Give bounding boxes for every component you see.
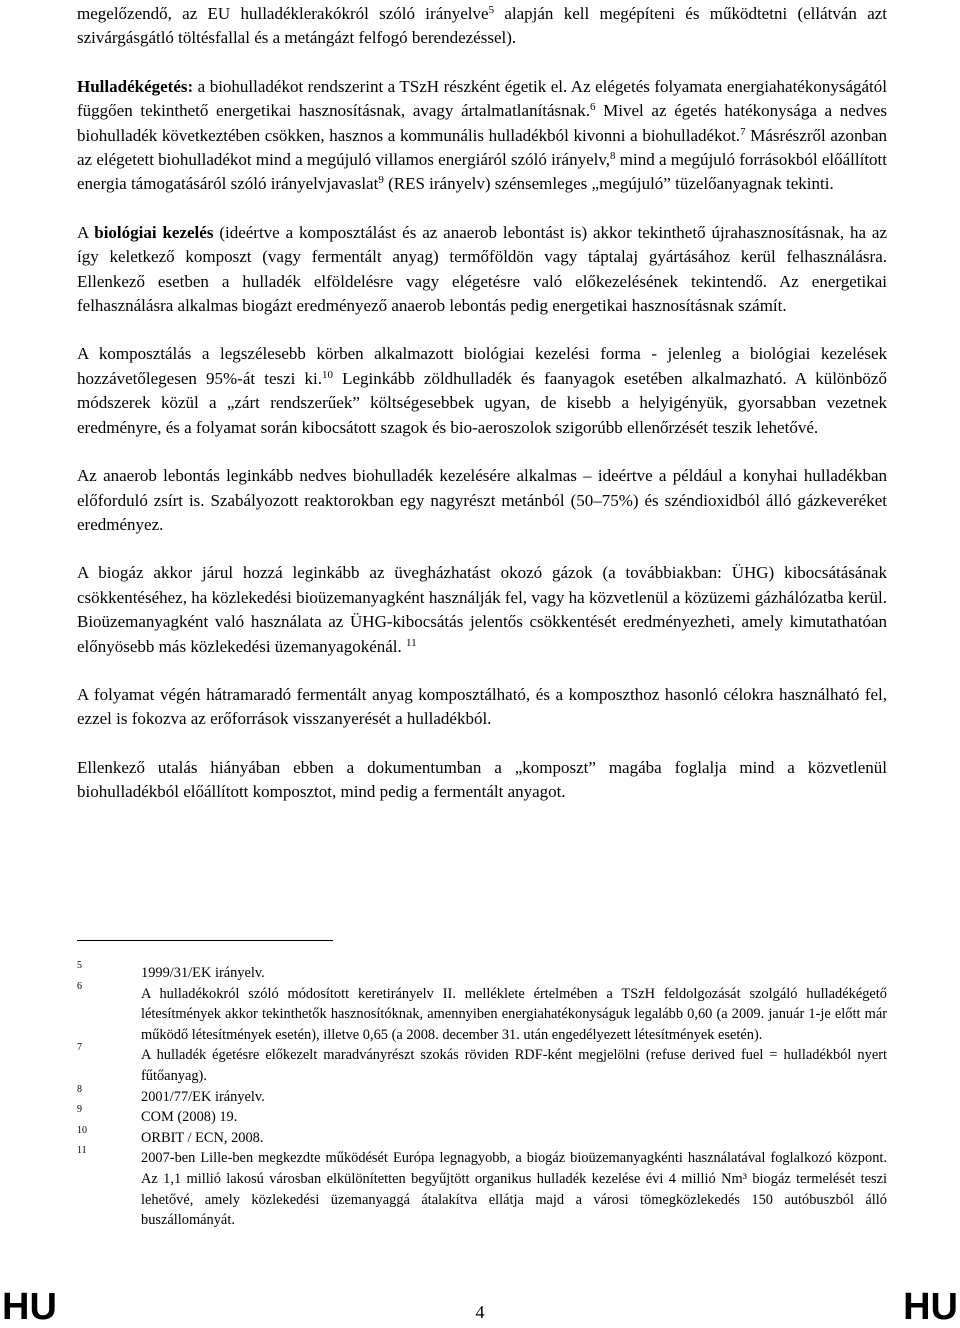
text-span: A biogáz akkor járul hozzá leginkább az üvegházhatást okozó gázok (a továbbiakban: ÜHG) kibocsátásának csökkentéséhez, ha közlekedési bioüzemanyagként használják fel, vagy ha közvetlenül a közüzemi gázhálózatba kerül. Bioüzemanyagként való használata az ÜHG-kibocsátás jelentős csökkentését eredményezheti, amely kimutathatóan előnyösebb más közlekedési üzemanyagokénál. bbox=[77, 563, 887, 656]
footnote-ref[interactable]: 6 bbox=[589, 101, 596, 114]
paragraph-fermented-material bbox=[77, 683, 887, 732]
footnote-number: 7 bbox=[77, 1042, 82, 1054]
footnote-ref[interactable]: 9 bbox=[378, 174, 384, 187]
text-span: A folyamat végén hátramaradó fermentált anyag komposztálható, és a komposzthoz hasonló célokra használható fel, ezzel is fokozva az erőforrások visszanyerését a hulladékból. bbox=[77, 684, 887, 729]
footnote-number: 8 bbox=[77, 1083, 82, 1095]
text-span: (ideértve a komposztálást és az anaerob lebontást is) akkor tekinthető újrahasznosításnak, ha az így keletkező komposzt (vagy fermentált anyag) termőföldön vagy táptalaj gyártásához kerül felhasználásra. Ellenkező esetben a hulladék elföldelésre vagy elégetésre való előkezelésének tekintendő. Az energetikai felhasználásra alkalmas biogázt eredményező anaerob lebontás pedig energetikai hasznosításnak számít. bbox=[77, 222, 887, 316]
paragraph-composting bbox=[77, 342, 887, 440]
text-span: alapján kell megépíteni és működtetni (ellátván azt szivárgásgátló töltésfallal és a metángázt felfogó berendezéssel). bbox=[77, 4, 888, 48]
text-span: Ellenkező utalás hiányában ebben a dokumentumban a „komposzt” magába foglalja mind a közvetlenül biohulladékból előállított komposztot, mind pedig a fermentált anyagot. bbox=[77, 757, 887, 802]
paragraph-biological-treatment bbox=[77, 221, 887, 319]
text-span: mind a megújuló forrásokból előállított energia támogatásáról szóló irányelvjavaslat bbox=[77, 150, 887, 194]
footnote bbox=[77, 1042, 887, 1086]
footnote-ref[interactable]: 11 bbox=[406, 636, 417, 649]
paragraph-landfill-end bbox=[77, 2, 887, 51]
footnote-text: ORBIT / ECN, 2008. bbox=[141, 1129, 264, 1146]
language-code-right: HU bbox=[903, 1286, 958, 1328]
footnotes bbox=[77, 960, 887, 1231]
text-span: Mivel az égetés hatékonysága a nedves biohulladék következtében csökken, hasznos a kommunális hulladékból kivonni a biohulladékot. bbox=[77, 101, 887, 145]
footnote-number: 6 bbox=[77, 980, 82, 992]
paragraph-compost-definition bbox=[77, 756, 887, 805]
page-number: 4 bbox=[475, 1302, 485, 1322]
footnote-text: 2001/77/EK irányelv. bbox=[141, 1088, 265, 1105]
text-span: Másrészről azonban az elégetett biohulladékot mind a megújuló villamos energiáról szóló irányelv, bbox=[77, 125, 888, 170]
bold-term: Hulladékégetés: bbox=[77, 76, 194, 96]
footnote-text: A hulladékokról szóló módosított keretirányelv II. melléklete értelmében a TSzH feldolgozását szolgáló hulladékégető létesítmények akkor tekinthetők hasznosítóknak, amennyiben energiahatékonyságuk legalább 0,60 (a 2009. január 1-je előtt már működő létesítmények esetén), illetve 0,65 (a 2008. december 31. után engedélyezett létesítmények esetén). bbox=[141, 985, 887, 1043]
text-span: a biohulladékot rendszerint a TSzH részként égetik el. Az elégetés folyamata energiahatékonyságától függően tekinthető energetikai hasznosításnak, avagy ártalmatlanításnak. bbox=[77, 76, 887, 121]
footnote-text: A hulladék égetésre előkezelt maradványrészt szokás röviden RDF-ként megjelölni (refuse derived fuel = hulladékból nyert fűtőanyag). bbox=[141, 1047, 887, 1084]
footnote bbox=[77, 960, 887, 984]
paragraph-anaerobic bbox=[77, 464, 887, 537]
text-span: A bbox=[77, 222, 95, 242]
footnote-text: 1999/31/EK irányelv. bbox=[141, 965, 265, 981]
footnote-ref[interactable]: 8 bbox=[610, 150, 616, 163]
text-span: megelőzendő, az EU hulladéklerakókról szóló irányelve bbox=[77, 4, 489, 23]
paragraph-incineration bbox=[77, 75, 887, 197]
footnote-ref[interactable]: 10 bbox=[321, 368, 333, 381]
footnote-number: 10 bbox=[77, 1124, 87, 1136]
footnote bbox=[77, 1104, 887, 1128]
footnote bbox=[77, 1124, 887, 1149]
bold-term: biológiai kezelés bbox=[94, 222, 214, 242]
footnote-text: COM (2008) 19. bbox=[141, 1109, 238, 1126]
footnote-number: 9 bbox=[77, 1104, 82, 1116]
document-body bbox=[77, 2, 887, 805]
footnote-number: 5 bbox=[77, 960, 82, 971]
footnote-ref[interactable]: 5 bbox=[488, 4, 495, 16]
footnote bbox=[77, 980, 887, 1046]
text-span: A komposztálás a legszélesebb körben alkalmazott biológiai kezelési forma - jelenleg a biológiai kezelések hozzávetőlegesen 95%-át teszi ki. bbox=[77, 344, 887, 388]
footnote bbox=[77, 1083, 887, 1108]
footnote-separator bbox=[77, 940, 333, 941]
paragraph-biogas bbox=[77, 561, 887, 659]
language-code-left: HU bbox=[2, 1286, 57, 1328]
footnote-text: 2007-ben Lille-ben megkezdte működését Európa legnagyobb, a biogáz bioüzemanyagkénti használatával foglalkozó központ. Az 1,1 millió lakosú városban elkülönítetten begyűjtött organikus hulladék kezelése évi 4 millió Nm³ biogáz termelését teszi lehetővé, amely közlekedési üzemanyaggá átalakítva ellátja majd a városi tömegközlekedés 150 autóbuszból álló buszállományát. bbox=[141, 1150, 887, 1229]
text-span: Az anaerob lebontás leginkább nedves biohulladék kezelésére alkalmas – ideértve a például a konyhai hulladékban előforduló zsírt is. Szabályozott reaktorokban egy nagyrészt metánból (50–75%) és széndioxidból álló gázkeveréket eredményez. bbox=[77, 466, 887, 534]
footnote-ref[interactable]: 7 bbox=[740, 125, 746, 138]
text-span: (RES irányelv) szénsemleges „megújuló” tüzelőanyagnak tekinti. bbox=[383, 174, 834, 194]
footnote bbox=[77, 1145, 887, 1230]
text-span: Leginkább zöldhulladék és faanyagok esetében alkalmazható. A különböző módszerek közül a „zárt rendszerűek” költségesebbek ugyan, de kisebb a helyigényük, gyorsabban vezetnek eredményre, és a folyamat során kibocsátott szagok és bio-aeroszolok szigorúbb ellenőrzését teszik lehetővé. bbox=[77, 368, 887, 437]
footnote-number: 11 bbox=[77, 1145, 87, 1157]
